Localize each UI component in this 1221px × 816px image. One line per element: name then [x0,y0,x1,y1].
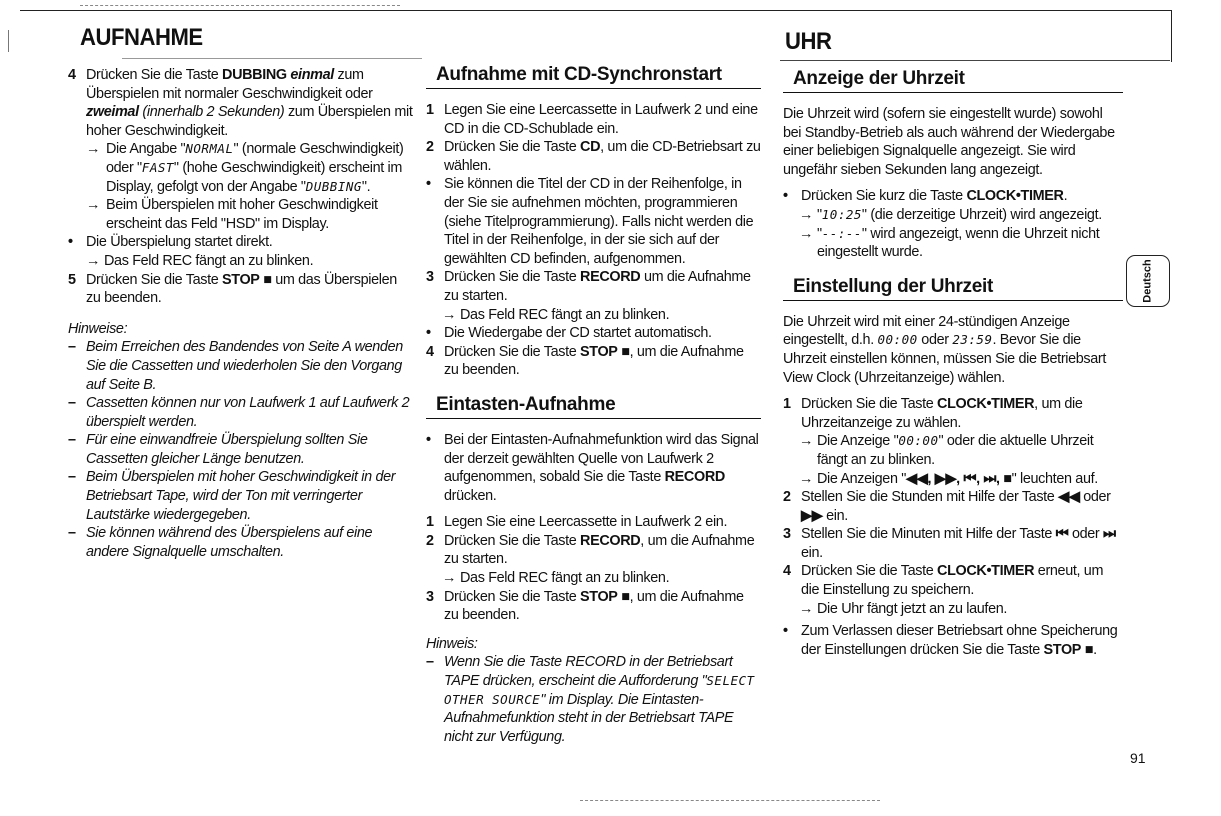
step-3 [426,588,761,625]
left-rule [8,30,9,52]
text: Beim Erreichen des Bandendes von Seite A wenden Sie die Cassetten und wiederholen Sie den Vorgang auf Seite B. [86,339,403,393]
text: Für eine einwandfreie Überspielung sollten Sie Cassetten gleicher Länge benutzen. [86,432,368,467]
key-clock-timer: CLOCK•TIMER [937,563,1035,580]
text: , um die CD-Betriebsart zu wählen. [444,139,761,174]
arrow-icon: → [799,225,814,242]
key-record: RECORD [580,269,641,286]
arrow-icon: → [799,470,814,487]
section-title-one-touch: Eintasten-Aufnahme [426,394,761,419]
hint-item [426,653,761,746]
hints-heading: Hinweise: [68,320,128,337]
arrow-icon: → [86,252,101,269]
bullet [426,431,761,505]
stop-icon: ■ [1084,641,1094,658]
column-2 [426,64,761,746]
arrow-icon: → [442,570,457,587]
text: Drücken Sie die Taste [86,67,223,83]
text: Die Uhr fängt jetzt an zu laufen. [817,600,1008,617]
step-number: 3 [426,588,434,605]
scan-artifact-bottom [580,800,880,802]
header-uhr: UHR [785,28,832,55]
stop-icon: ■ [621,588,630,605]
lcd-select-other-source: SELECT OTHER SOURCE [444,673,755,707]
fast-forward-icon: ▶▶ [801,507,823,524]
text: (innerhalb 2 Sekunden) [138,104,285,121]
dash-icon: – [68,339,76,356]
key-cd: CD [580,139,601,156]
text: Drücken Sie die Taste [801,396,938,413]
step-number: 3 [783,526,791,543]
dash-icon: – [68,469,76,486]
text: drücken. [444,487,497,504]
stop-icon: ■ [263,271,272,288]
step-1 [426,513,761,532]
step-number: 4 [426,343,434,360]
bullet-icon: • [68,234,73,251]
text: um die Aufnahme zu starten. [444,269,751,304]
text: Sie können während des Überspielens auf eine andere Signalquelle umschalten. [86,525,373,560]
dash-icon: – [68,525,76,542]
step-number: 3 [426,269,434,286]
text: " im Display. Die Eintasten-Aufnahmefunktion steht in der Betriebsart TAPE nicht zur Verfügung. [444,691,734,745]
text: Das Feld REC fängt an zu blinken. [460,306,670,323]
text: " leuchten auf. [1011,470,1098,487]
lcd-2359: 23:59 [952,332,993,348]
text: Wenn Sie die Taste RECORD in der Betriebsart TAPE drücken, erscheint die Aufforderung " [444,654,733,690]
text: Die Uhrzeit wird mit einer 24-stündigen Anzeige eingestellt, d.h. [783,313,1070,349]
text: " [817,225,822,242]
key-stop: STOP [222,271,260,288]
next-icon: ⏭ [1103,526,1116,543]
text: Drücken Sie die Taste [444,343,581,360]
step-number: 4 [68,67,76,83]
spacer [783,262,1123,276]
hint-item [68,524,413,561]
text: " wird angezeigt, wenn die Uhrzeit nicht eingestellt wurde. [817,225,1100,261]
text: Drücken Sie die Taste [86,271,223,288]
language-tab-label: Deutsch [1142,259,1154,303]
hint-item [68,394,413,431]
bullet-icon: • [783,623,788,640]
lcd-time: 10:25 [821,206,862,222]
step-4 [783,562,1123,599]
paragraph: Die Uhrzeit wird (sofern sie eingestellt wurde) sowohl bei Standby-Betrieb als auch während der Wiedergabe einer beliebigen Signalquelle angezeigt. Sie wird ungefähr sieben Sekunden lang angezeigt. [783,106,1115,178]
bullet [783,622,1123,659]
lcd-normal: NORMAL [185,141,234,157]
key-record: RECORD [664,469,725,486]
arrow-icon: → [799,433,814,450]
text: Legen Sie eine Leercassette in Laufwerk 2 ein. [444,514,728,531]
step-1 [783,395,1123,432]
lcd-midnight: 00:00 [877,332,918,348]
step-1-result-2 [783,470,1123,489]
language-tab [1126,255,1170,307]
text: Legen Sie eine Leercassette in Laufwerk 2 und eine CD in die CD-Schublade ein. [444,102,758,137]
text-zweimal: zweimal [86,104,139,121]
column-3 [783,64,1123,659]
step-number: 4 [783,563,791,580]
step-number: 2 [783,489,791,506]
step-4 [68,66,413,140]
spacer [426,380,761,394]
arrow-icon: → [442,306,457,323]
text: Drücken Sie die Taste [444,532,581,549]
text: oder [1079,489,1111,506]
top-rule [20,10,1172,11]
dash-icon: – [68,432,76,449]
text: Die Anzeige " [817,433,899,450]
lcd-dashes: --:-- [821,225,862,241]
dash-icon: – [68,395,76,412]
text: Stellen Sie die Minuten mit Hilfe der Taste [801,526,1056,543]
hint-item [68,468,413,524]
text: , um die Uhrzeitanzeige zu wählen. [801,396,1083,431]
key-dubbing: DUBBING [222,67,287,83]
step-3-result [426,306,761,325]
text: Die Überspielung startet direkt. [86,234,273,251]
step-number: 2 [426,139,434,156]
stop-icon: ■ [621,343,630,360]
key-record: RECORD [580,532,641,549]
text: erneut, um die Einstellung zu speichern. [801,563,1104,599]
step-2 [783,488,1123,525]
step-2-result [426,569,761,588]
text: Zum Verlassen dieser Betriebsart ohne Speicherung der Einstellungen drücken Sie die Taste [801,623,1118,658]
text: oder [917,332,953,349]
previous-icon: ⏮ [1055,526,1069,543]
text: . [1093,641,1097,658]
text-einmal: einmal [286,67,334,83]
text: Das Feld REC fängt an zu blinken. [460,570,670,587]
page-number: 91 [1130,750,1146,766]
lcd-dubbing: DUBBING [305,178,362,194]
text: Bei der Eintasten-Aufnahmefunktion wird das Signal der derzeit gewählten Quelle von Laufwerk 2 aufgenommen, sobald Sie die Taste [444,431,759,486]
text: zum Überspielen mit normaler Geschwindigkeit oder [86,67,373,102]
text: Beim Überspielen mit hoher Geschwindigkeit erscheint das Feld "HSD" im Display. [106,197,378,232]
step-4-result [783,600,1123,619]
bullet [426,324,761,343]
bullet-1 [68,233,413,252]
lcd-fast: FAST [141,159,174,175]
text: ". [361,178,371,195]
text: Die Anzeigen " [817,470,907,487]
step-number: 1 [426,102,434,118]
step-number: 1 [426,514,434,531]
right-rule [1171,10,1172,62]
header-aufnahme: AUFNAHME [80,24,203,51]
text: " (normale Geschwindigkeit) oder " [106,141,404,176]
section-title-einstellung: Einstellung der Uhrzeit [783,276,1123,301]
key-stop: STOP [580,343,618,360]
text: Drücken Sie die Taste [444,139,581,156]
rewind-icon: ◀◀ [1058,489,1080,506]
spacer [426,505,761,513]
text: Drücken Sie die Taste [444,588,581,605]
transport-icons: ◀◀, ▶▶, ⏮, ⏭, ■ [906,470,1012,487]
text: Drücken Sie die Taste [801,563,938,580]
column-1 [68,66,413,561]
text: . Bevor Sie die Uhrzeit einstellen können, müssen Sie die Betriebsart View Clock (Uhrzeitanzeige) wählen. [783,332,1107,386]
arrow-icon: → [86,141,101,158]
step-number: 1 [783,396,791,413]
text: Sie können die Titel der CD in der Reihenfolge, in der Sie sie aufnehmen möchten, programmieren (siehe Titelprogrammierung). Falls nicht werden die Titel in der Reihenfolge, in der sie sich auf der gewählten CD befinden, aufgenommen. [444,176,754,267]
hint-item [68,338,413,394]
bullet-icon: • [426,176,431,193]
step-1 [426,101,761,138]
key-stop: STOP [580,588,618,605]
section-title-cd-sync: Aufnahme mit CD-Synchronstart [426,64,761,89]
lcd-midnight: 00:00 [898,433,939,449]
key-stop: STOP [1043,641,1082,658]
spacer [783,387,1123,395]
arrow-icon: → [799,206,814,223]
step-5 [68,271,413,308]
text: " oder die aktuelle Uhrzeit fängt an zu blinken. [817,433,1094,468]
text: Drücken Sie kurz die Taste [801,188,967,205]
step-number: 2 [426,532,434,549]
text: " (hohe Geschwindigkeit) erscheint im Display, gefolgt von der Angabe " [106,159,403,195]
step-4 [426,343,761,380]
key-clock-timer: CLOCK•TIMER [937,396,1035,413]
step-4-result-1 [68,140,413,196]
step-2 [426,532,761,569]
header-underline-left [122,58,422,59]
spacer [783,179,1123,187]
text: Stellen Sie die Stunden mit Hilfe der Taste [801,489,1059,506]
bullet-icon: • [426,325,431,342]
text: , um die Aufnahme zu beenden. [444,588,744,624]
text: ein. [822,507,848,524]
dash-icon: – [426,654,434,671]
step-number: 5 [68,271,76,288]
bullet-result-2 [783,225,1123,262]
header-underline-right [780,60,1170,61]
bullet-1-result [68,252,413,271]
step-4-result-2 [68,196,413,233]
text: " (die derzeitige Uhrzeit) wird angezeigt. [861,206,1102,223]
text: Beim Überspielen mit hoher Geschwindigkeit in der Betriebsart Tape, wird der Ton mit verringerter Lautstärke wiedergegeben. [86,469,396,523]
hint-item [68,431,413,468]
text: ein. [801,544,823,561]
section-title-anzeige: Anzeige der Uhrzeit [783,68,1123,93]
step-3 [426,268,761,305]
bullet-icon: • [426,431,431,448]
text: Die Wiedergabe der CD startet automatisch. [444,325,712,342]
bullet-icon: • [783,188,788,205]
text: Drücken Sie die Taste [444,269,581,286]
text: Cassetten können nur von Laufwerk 1 auf Laufwerk 2 überspielt werden. [86,395,410,430]
bullet-result-1 [783,206,1123,225]
arrow-icon: → [799,600,814,617]
text: zum Überspielen mit hoher Geschwindigkeit. [86,104,413,139]
text: " [817,206,822,223]
step-1-result-1 [783,432,1123,469]
bullet [426,175,761,268]
bullet [783,187,1123,206]
text: Das Feld REC fängt an zu blinken. [104,252,314,269]
text: , um die Aufnahme zu beenden. [444,343,744,379]
step-3 [783,525,1123,562]
step-2 [426,138,761,175]
text: . [1063,188,1068,205]
text: um das Überspielen zu beenden. [86,271,397,307]
text: , um die Aufnahme zu starten. [444,532,755,568]
text: Die Angabe " [106,141,186,158]
text: oder [1068,526,1104,543]
scan-artifact-top [80,5,400,7]
paragraph [783,313,1123,387]
arrow-icon: → [86,197,101,214]
hint-heading: Hinweis: [426,635,478,652]
key-clock-timer: CLOCK•TIMER [966,188,1064,205]
